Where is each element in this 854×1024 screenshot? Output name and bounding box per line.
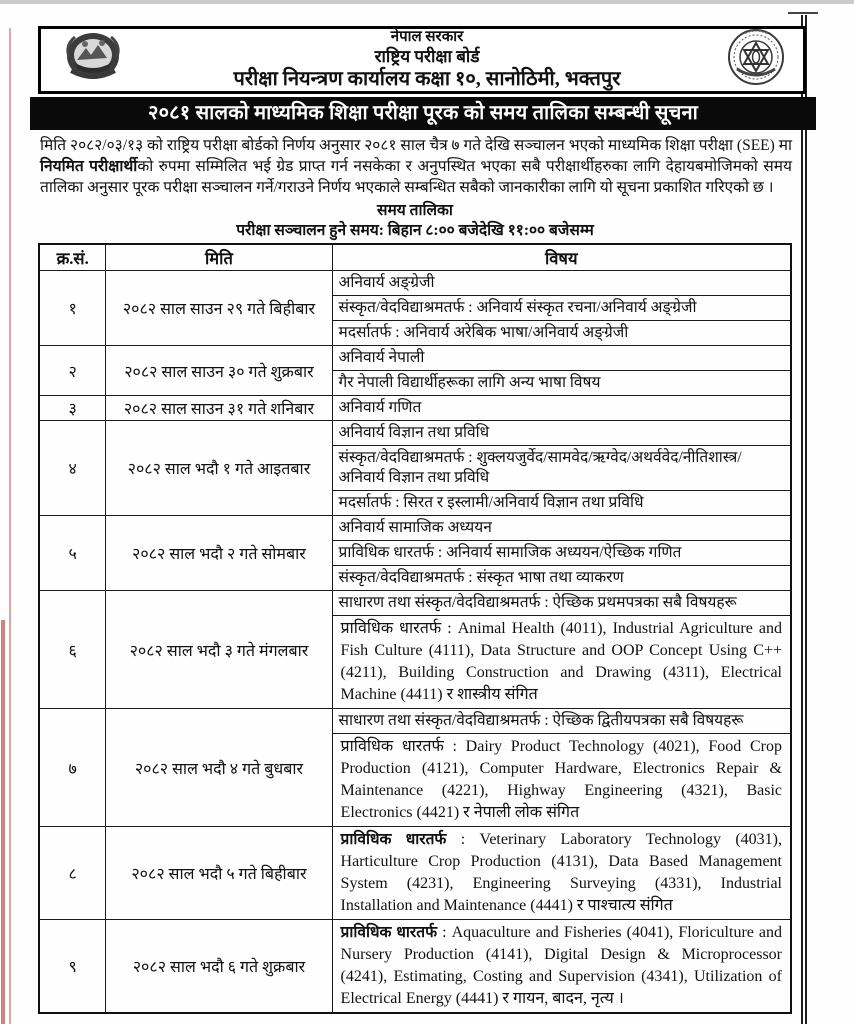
table-row	[39, 271, 791, 296]
serial-cell: १	[39, 271, 106, 346]
subject-cell: अनिवार्य नेपाली	[332, 346, 791, 371]
subject-cell: संस्कृत/वेदविद्याश्रमतर्फ : शुक्लयजुर्वेद/सामवेद/ऋग्वेद/अथर्ववेद/नीतिशास्त्र/अनिवार्य विज्ञान तथा प्रविधि	[332, 446, 791, 491]
col-header-date: मिति	[106, 244, 332, 271]
date-cell: २०८२ साल साउन ३१ गते शनिबार	[106, 396, 332, 421]
notice-title-banner: २०८१ सालको माध्यमिक शिक्षा परीक्षा पूरक को समय तालिका सम्बन्धी सूचना	[30, 97, 816, 130]
table-row	[39, 421, 791, 446]
table-row	[39, 709, 791, 734]
subject-text: : Aquaculture and Fisheries (4041), Floriculture and Nursery Production (4141), Digital Design & Microprocessor (4241), Estimating, Costing and Supervision (4341), Utilization of Electrical Energy (4441) र गायन, बादन, नृत्य ।	[340, 924, 783, 1007]
subject-cell: साधारण तथा संस्कृत/वेदविद्याश्रमतर्फ : ऐच्छिक प्रथमपत्रका सबै विषयहरू	[332, 591, 791, 616]
scan-left-pink-line-lower	[1, 620, 5, 1024]
date-cell: २०८२ साल भदौ २ गते सोमबार	[106, 516, 332, 591]
examination-board-seal-icon	[723, 25, 789, 96]
subject-cell: संस्कृत/वेदविद्याश्रमतर्फ : संस्कृत भाषा तथा व्याकरण	[332, 566, 791, 591]
table-row	[39, 920, 791, 1014]
date-cell: २०८२ साल भदौ १ गते आइतबार	[106, 421, 332, 516]
subject-cell: मदर्सातर्फ : अनिवार्य अरेबिक भाषा/अनिवार्य अङ्ग्रेजी	[332, 321, 791, 346]
subject-cell: अनिवार्य गणित	[332, 396, 791, 421]
subject-text: : Veterinary Laboratory Technology (4031), Harticulture Crop Production (4131), Data Based Management System (4231), Engineering Surveying (4331), Industrial Installation and Maintenance (4441) र पाश्चात्य संगित	[340, 831, 782, 914]
letterhead-text	[131, 28, 723, 91]
date-cell: २०८२ साल भदौ ४ गते बुधबार	[106, 709, 332, 827]
technical-stream-label: प्राविधिक धारतर्फ	[340, 924, 438, 941]
scan-left-pink-line	[9, 28, 11, 1024]
office-name: परीक्षा नियन्त्रण कार्यालय कक्षा १०, सानोठिमी, भक्तपुर	[233, 68, 621, 91]
date-cell: २०८२ साल भदौ ५ गते बिहीबार	[106, 827, 332, 920]
subject-cell: प्राविधिक धारतर्फ : Dairy Product Technology (4021), Food Crop Production (4121), Computer Hardware, Electronics Repair & Maintenance (4221), Highway Engineering (4321), Basic Electronics (4421) र नेपाली लोक संगित	[332, 734, 791, 827]
table-row	[39, 346, 791, 371]
date-cell: २०८२ साल भदौ ३ गते मंगलबार	[106, 591, 332, 709]
subject-cell	[332, 920, 791, 1014]
scan-top-right-mark	[788, 12, 818, 14]
serial-cell: ७	[39, 709, 106, 827]
nepal-government-emblem-icon	[55, 27, 131, 94]
serial-cell: ४	[39, 421, 106, 516]
serial-cell: ३	[39, 396, 106, 421]
subject-cell: अनिवार्य अङ्ग्रेजी	[332, 271, 791, 296]
table-row	[39, 591, 791, 616]
serial-cell: ८	[39, 827, 106, 920]
letterhead	[38, 26, 806, 94]
serial-cell: ९	[39, 920, 106, 1014]
notice-bold-regular-examinee: नियमित परीक्षार्थी	[40, 158, 138, 175]
col-header-subject: विषय	[332, 244, 791, 271]
schedule-time-note: परीक्षा सञ्चालन हुने समय: बिहान ८:०० बजेदेखि ११:०० बजेसम्म	[236, 222, 594, 239]
government-name: नेपाल सरकार	[390, 29, 464, 46]
subject-cell: गैर नेपाली विद्यार्थीहरूका लागि अन्य भाषा विषय	[332, 371, 791, 396]
notice-text-part1: मिति २०८२/०३/१३ को राष्ट्रिय परीक्षा बोर्डको निर्णय अनुसार २०८१ साल चैत्र ७ गते देखि सञ्चालन भएको माध्यमिक शिक्षा परीक्षा (SEE) मा	[40, 137, 792, 154]
date-cell: २०८२ साल भदौ ६ गते शुक्रबार	[106, 920, 332, 1014]
board-name: राष्ट्रिय परीक्षा बोर्ड	[374, 46, 480, 66]
subject-cell: मदर्सातर्फ : सिरत र इस्लामी/अनिवार्य विज्ञान तथा प्रविधि	[332, 491, 791, 516]
serial-cell: ५	[39, 516, 106, 591]
serial-cell: २	[39, 346, 106, 396]
subject-cell: अनिवार्य सामाजिक अध्ययन	[332, 516, 791, 541]
notice-text-part2: को रुपमा सम्मिलित भई ग्रेड प्राप्त गर्न नसकेका र अनुपस्थित भएका सबै परीक्षार्थीहरुका लागि देहायबमोजिमको समय तालिका अनुसार पूरक परीक्षा सञ्चालन गर्ने/गराउने निर्णय भएकाले सम्बन्धित सबैको जानकारीका लागि यो सूचना प्रकाशित गरिएको छ ।	[40, 158, 793, 196]
technical-stream-label: प्राविधिक धारतर्फ	[340, 831, 447, 848]
subject-cell: प्राविधिक धारतर्फ : अनिवार्य सामाजिक अध्ययन/ऐच्छिक गणित	[332, 541, 791, 566]
subject-cell: संस्कृत/वेदविद्याश्रमतर्फ : अनिवार्य संस्कृत रचना/अनिवार्य अङ्ग्रेजी	[332, 296, 791, 321]
notice-content	[38, 26, 806, 1014]
date-cell: २०८२ साल साउन २९ गते बिहीबार	[106, 271, 332, 346]
exam-schedule-table	[38, 243, 792, 1014]
subject-cell: अनिवार्य विज्ञान तथा प्रविधि	[332, 421, 791, 446]
subject-cell: साधारण तथा संस्कृत/वेदविद्याश्रमतर्फ : ऐच्छिक द्वितीयपत्रका सबै विषयहरू	[332, 709, 791, 734]
col-header-serial: क्र.सं.	[39, 244, 106, 271]
table-row	[39, 396, 791, 421]
date-cell: २०८२ साल साउन ३० गते शुक्रबार	[106, 346, 332, 396]
subject-cell	[332, 827, 791, 920]
subject-cell: प्राविधिक धारतर्फ : Animal Health (4011), Industrial Agriculture and Fish Culture (4111), Data Structure and OOP Concept Using C++ (4211), Building Construction and Drawing (4311), Electrical Machine (4411) र शास्त्रीय संगित	[332, 616, 791, 709]
table-header-row	[39, 244, 791, 271]
table-row	[39, 827, 791, 920]
serial-cell: ६	[39, 591, 106, 709]
table-row	[39, 516, 791, 541]
schedule-title: समय तालिका	[377, 202, 453, 219]
scan-top-gray-bar	[0, 0, 854, 4]
notice-paragraph	[40, 135, 792, 198]
